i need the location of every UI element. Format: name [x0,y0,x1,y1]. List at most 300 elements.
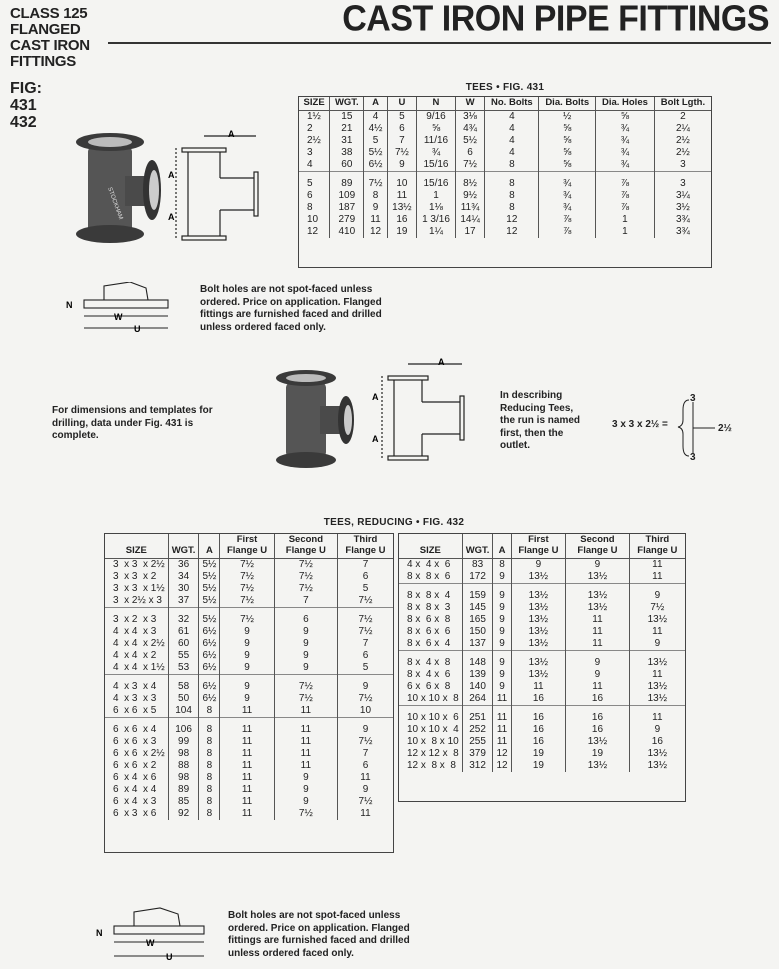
table-cell: 379 [462,748,493,760]
table-row [299,202,711,214]
table-cell: 9 [274,626,337,638]
table-cell: 4 x 3 x 4 [105,675,168,694]
dimensions-note [52,405,213,443]
table-row [299,123,711,135]
table-cell: 8½ [455,172,484,191]
table-cell: 6½ [199,675,220,694]
table-cell: ⅞ [539,214,596,226]
table-cell: 11 [493,736,511,748]
table-cell: ⅞ [595,190,654,202]
table-cell: 9 [337,784,393,796]
table-cell: 7½ [274,693,337,705]
table-cell: 11 [364,214,387,226]
table-cell: 6 x 6 x 5 [113,705,157,716]
table-cell: ¾ [539,172,596,191]
reducing-caption: TEES, REDUCING • FIG. 432 [323,517,465,528]
class-line: FITTINGS [10,53,76,70]
table-cell: 6½ [199,693,220,705]
table-row [105,760,393,772]
table-cell: 9 [493,614,511,626]
table-row [299,135,711,147]
table-cell: 11 [220,784,274,796]
table-row [399,584,685,603]
table-cell: 6 x 6 x 2½ [113,748,165,759]
table-cell: ¾ [539,202,596,214]
table-cell: 11 [220,705,274,718]
table-cell: 9 [493,584,511,603]
table-cell: 8 x 4 x 6 [407,669,451,680]
svg-text:STOCKHAM: STOCKHAM [106,186,124,221]
table-cell: 11 [629,571,685,584]
table-cell: 9 [220,693,274,705]
table-cell: 19 [511,748,566,760]
table-cell: 3¼ [654,190,711,202]
tees-table-frame [298,96,712,268]
table-cell: 4 [485,123,539,135]
table-cell: 139 [462,669,493,681]
table-cell: 1 [595,226,654,238]
reducing-example-formula: 3 x 3 x 2½ = [612,419,668,430]
table-cell: 11 [220,796,274,808]
table-cell: 1 [595,214,654,226]
table-cell: 8 [199,808,220,820]
table-row [299,159,711,172]
class-line: CLASS 125 [10,5,88,22]
table-cell: 13½ [566,602,630,614]
tee-dimension-drawing [162,128,272,248]
table-cell: 1 3/16 [417,214,456,226]
column-header: U [387,97,416,111]
table-cell: 13½ [511,614,566,626]
table-cell: 7 [387,135,416,147]
table-cell: 5 [299,172,330,191]
table-cell: 89 [330,172,364,191]
table-cell: 19 [511,760,566,772]
table-cell: 4 [485,135,539,147]
table-cell: 13½ [566,760,630,772]
note-line: Bolt holes are not spot-faced unless [200,284,373,295]
table-cell: 2½ [654,135,711,147]
table-cell: 4 x 3 x 3 [113,693,157,704]
table-cell: 6 [307,190,313,201]
table-cell: 9½ [455,190,484,202]
table-row [299,226,711,238]
table-cell: 9 [274,650,337,662]
note-line: Bolt holes are not spot-faced unless [228,910,401,921]
table-cell: 11 [387,190,416,202]
note-line: outlet. [500,440,530,451]
reducing-tee-photo [268,366,363,471]
table-cell: 1⅛ [417,202,456,214]
table-cell: ⅝ [539,159,596,172]
table-cell: 7½ [274,583,337,595]
table-cell: 16 [387,214,416,226]
table-cell: 3 x 2½ x 3 [113,595,162,606]
table-row [399,693,685,706]
table-row [399,724,685,736]
table-cell: 38 [330,147,364,159]
table-cell: 137 [462,638,493,651]
table-cell: 11 [337,772,393,784]
table-cell: 6 x 6 x 4 [105,718,168,737]
table-cell: 12 [493,748,511,760]
table-row [105,772,393,784]
column-header: Bolt Lgth. [654,97,711,111]
table-cell: 5½ [199,595,220,608]
table-cell: 13½ [511,626,566,638]
table-row [399,748,685,760]
table-cell: ½ [539,111,596,124]
table-cell: 11 [220,760,274,772]
table-cell: 7½ [337,608,393,627]
table-cell: 16 [511,693,566,706]
table-cell: 11 [629,626,685,638]
table-cell: ¾ [539,190,596,202]
svg-text:A: A [168,170,175,180]
table-row [299,214,711,226]
table-cell: 9 [493,669,511,681]
table-row [399,638,685,651]
table-cell: 6½ [199,662,220,675]
table-cell: 15/16 [417,172,456,191]
table-cell: 9 [566,651,630,670]
table-cell: 9 [493,571,511,584]
tees-caption: TEES • FIG. 431 [465,82,545,93]
reducing-example-bottom: 3 [690,452,696,463]
table-cell: 7½ [337,693,393,705]
table-cell: 10 x 10 x 8 [407,693,459,704]
table-cell: 13½ [629,651,685,670]
flange-section-drawing-bottom [90,906,210,966]
table-row [105,705,393,718]
table-cell: 11 [274,718,337,737]
class-line: CAST IRON [10,37,90,54]
table-cell: ¾ [595,147,654,159]
table-cell: 8 [199,736,220,748]
table-cell: ¾ [595,123,654,135]
table-cell: 4 [364,111,387,124]
table-cell: 13½ [511,602,566,614]
table-cell: 11 [493,693,511,706]
table-cell: 6½ [364,159,387,172]
table-cell: 8 x 4 x 8 [399,651,462,670]
table-cell: 98 [168,772,199,784]
table-cell: 13½ [511,638,566,651]
table-cell: 7½ [220,559,274,572]
table-cell: 11 [337,808,393,820]
table-cell: 11 [629,706,685,725]
table-cell: 9 [387,159,416,172]
table-cell: 60 [168,638,199,650]
table-cell: 15/16 [417,159,456,172]
table-cell: 13½ [629,681,685,693]
table-cell: 14¼ [455,214,484,226]
table-cell: 6 [337,650,393,662]
table-cell: 9 [493,602,511,614]
table-cell: 13½ [511,584,566,603]
table-cell: 16 [566,706,630,725]
table-cell: 1¼ [417,226,456,238]
table-cell: 5 [337,662,393,675]
table-cell: 9 [337,675,393,694]
table-cell: 16 [511,706,566,725]
column-header: WGT. [168,534,199,559]
table-cell: ⅞ [539,226,596,238]
column-header: First Flange U [220,534,274,559]
table-cell: 17 [455,226,484,238]
column-header: Dia. Holes [595,97,654,111]
table-cell: 106 [168,718,199,737]
column-header: SIZE [105,534,168,559]
column-header: Dia. Bolts [539,97,596,111]
svg-text:W: W [114,312,123,322]
table-cell: 10 [337,705,393,718]
table-cell: 11 [274,705,337,718]
note-line: Reducing Tees, [500,402,574,414]
table-cell: 11 [220,808,274,820]
table-row [299,190,711,202]
note-line: ordered. Price on application. Flanged [228,922,410,934]
table-cell: 6 x 6 x 8 [407,681,451,692]
table-row [399,614,685,626]
table-cell: 9 [493,651,511,670]
table-cell: 13½ [511,669,566,681]
table-cell: 9 [511,559,566,572]
table-row [105,796,393,808]
table-cell: 9 [493,626,511,638]
table-cell: 7½ [387,147,416,159]
table-cell: 7½ [629,602,685,614]
reducing-left-frame [104,533,394,853]
note-line: first, then the [500,427,564,439]
table-cell: 7½ [274,559,337,572]
table-cell: 11 [566,638,630,651]
table-row [105,571,393,583]
table-cell: 251 [462,706,493,725]
column-header: WGT. [462,534,493,559]
table-cell: 6 [387,123,416,135]
table-cell: 16 [511,736,566,748]
table-cell: 16 [566,724,630,736]
column-header: W [455,97,484,111]
table-cell: 15 [330,111,364,124]
table-cell: 13½ [629,614,685,626]
table-row [299,172,711,191]
table-cell: 8 [307,202,313,213]
table-cell: 255 [462,736,493,748]
svg-text:W: W [146,938,155,948]
table-cell: 16 [511,724,566,736]
table-cell: 53 [168,662,199,675]
table-cell: 12 [307,226,319,237]
table-cell: 3 [307,147,313,158]
table-cell: 7 [274,595,337,608]
table-cell: 7½ [337,796,393,808]
svg-text:A: A [228,129,235,139]
table-cell: 2 [654,111,711,124]
table-cell: 11/16 [417,135,456,147]
table-row [399,559,685,572]
table-cell: 8 [485,190,539,202]
table-cell: 6 [455,147,484,159]
table-cell: 4¾ [455,123,484,135]
table-cell: ¾ [595,135,654,147]
table-cell: 13½ [387,202,416,214]
table-cell: 11 [274,748,337,760]
table-cell: 3¾ [654,214,711,226]
table-row [299,111,711,124]
table-row [105,559,393,572]
table-cell: 58 [168,675,199,694]
table-cell: 31 [330,135,364,147]
table-cell: 9 [220,662,274,675]
table-row [399,571,685,584]
table-row [399,626,685,638]
table-cell: 8 x 6 x 6 [407,626,451,637]
table-cell: 8 x 6 x 8 [407,614,451,625]
table-cell: 2 [307,123,313,134]
table-cell: 7½ [274,675,337,694]
table-cell: 6 [274,608,337,627]
table-cell: 11 [220,736,274,748]
table-cell: 6 x 6 x 2 [113,760,157,771]
table-cell: 11 [629,559,685,572]
svg-text:A: A [438,357,445,367]
reducing-table-right [399,534,685,772]
table-cell: 9 [364,202,387,214]
table-cell: 16 [566,693,630,706]
table-cell: 11 [511,681,566,693]
table-cell: 6½ [199,638,220,650]
table-cell: 11 [220,772,274,784]
table-cell: 8 x 6 x 4 [407,638,451,649]
table-cell: 3 x 3 x 2 [113,571,157,582]
table-cell: 11 [220,718,274,737]
table-cell: 8 [199,784,220,796]
reducing-example-right: 2½ [718,423,732,434]
note-line: ordered. Price on application. Flanged [200,296,382,308]
table-cell: 3 [654,172,711,191]
table-cell: 9 [274,784,337,796]
note-line: fittings are furnished faced and drilled [228,935,410,946]
header-row [105,534,393,559]
header-row [399,534,685,559]
table-cell: 7 [337,559,393,572]
column-header: Third Flange U [337,534,393,559]
table-cell: ⅞ [595,202,654,214]
table-cell: 6 [337,760,393,772]
table-row [399,681,685,693]
table-cell: 5 [387,111,416,124]
table-cell: 4 x 4 x 2½ [113,638,165,649]
table-cell: 89 [168,784,199,796]
class-label [10,6,90,70]
table-cell: 12 [493,760,511,772]
table-cell: 279 [330,214,364,226]
table-cell: 10 x 10 x 6 [399,706,462,725]
table-cell: ⅝ [539,135,596,147]
column-header: Second Flange U [566,534,630,559]
reducing-tees-note [500,390,580,453]
column-header: SIZE [299,97,330,111]
table-row [105,784,393,796]
table-cell: 2½ [307,135,321,146]
table-cell: 13½ [511,651,566,670]
table-cell: 5 [337,583,393,595]
table-cell: 12 x 12 x 8 [407,748,459,759]
table-cell: 11 [629,669,685,681]
note-line: unless ordered faced only. [228,947,354,959]
table-cell: 9 [220,638,274,650]
column-header: First Flange U [511,534,566,559]
bolt-note-top [200,284,382,334]
reducing-table-left [105,534,393,820]
table-cell: 60 [330,159,364,172]
table-cell: 5½ [199,559,220,572]
note-line: In describing [500,390,563,401]
table-cell: 5 [364,135,387,147]
table-cell: 11 [493,706,511,725]
title-rule [108,42,771,44]
table-cell: 9 [629,584,685,603]
fig-line: 431 [10,97,37,114]
table-cell: 7½ [364,172,387,191]
table-row [105,583,393,595]
table-cell: 7½ [274,808,337,820]
table-cell: 21 [330,123,364,135]
table-row [105,808,393,820]
table-cell: 10 x 10 x 4 [407,724,459,735]
table-row [399,736,685,748]
table-row [105,675,393,694]
table-cell: 1 [417,190,456,202]
column-header: A [199,534,220,559]
table-cell: 4 x 4 x 6 [407,559,451,570]
flange-section-drawing [64,282,176,338]
table-cell: 264 [462,693,493,706]
table-cell: 104 [168,705,199,718]
table-cell: 7½ [455,159,484,172]
table-cell: 3 [654,159,711,172]
table-cell: 3¾ [654,226,711,238]
fig-line: 432 [10,114,37,131]
table-cell: 11 [566,681,630,693]
table-cell: 148 [462,651,493,670]
table-cell: 5½ [199,608,220,627]
table-cell: 9 [337,718,393,737]
table-cell: 9 [274,796,337,808]
table-cell: 12 x 8 x 8 [407,760,456,771]
reducing-tee-drawing [370,356,475,468]
table-cell: 50 [168,693,199,705]
table-cell: 6 x 6 x 3 [113,736,157,747]
table-cell: 32 [168,608,199,627]
table-cell: 12 [485,214,539,226]
table-cell: 8 x 8 x 3 [407,602,451,613]
tees-table [299,97,711,238]
table-cell: 13½ [629,748,685,760]
table-cell: 9 [493,681,511,693]
table-cell: 145 [462,602,493,614]
table-cell: 61 [168,626,199,638]
table-cell: ⅝ [417,123,456,135]
table-cell: 8 [199,705,220,718]
table-cell: 11 [274,736,337,748]
table-cell: ⅝ [539,147,596,159]
table-cell: 55 [168,650,199,662]
table-cell: 8 [199,718,220,737]
table-cell: 9 [566,669,630,681]
